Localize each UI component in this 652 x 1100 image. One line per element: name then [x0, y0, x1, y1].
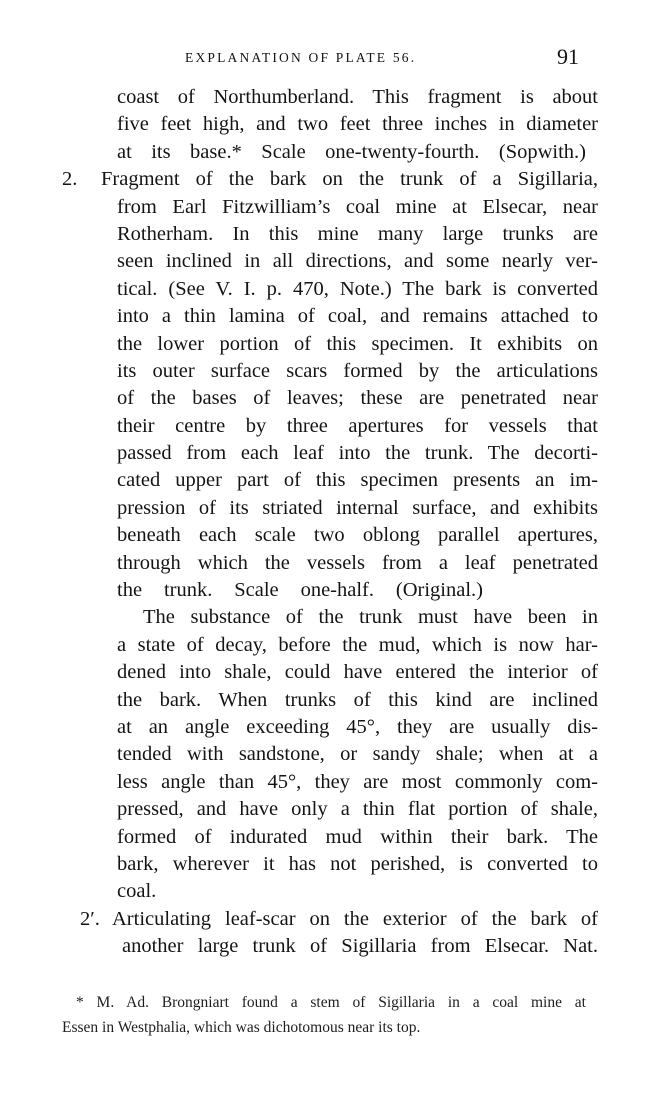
item-number: 2′.: [80, 907, 100, 930]
text-line: beneath each scale two oblong parallel apertures,: [117, 524, 598, 547]
text-line: five feet high, and two feet three inches in diameter: [117, 113, 598, 136]
text-line: into a thin lamina of coal, and remains attached to: [117, 305, 598, 328]
text-line: formed of indurated mud within their bark. The: [117, 825, 598, 848]
text-line: another large trunk of Sigillaria from Elsecar. Nat.: [122, 935, 598, 958]
running-head-title: EXPLANATION OF PLATE 56.: [185, 50, 417, 65]
running-head: [0, 46, 652, 76]
body-text: [62, 84, 602, 961]
text-line: the bark. When trunks of this kind are inclined: [117, 688, 598, 711]
text-line: their centre by three apertures for vessels that: [117, 414, 598, 437]
page-number: 91: [557, 44, 579, 69]
text-line: a state of decay, before the mud, which is now har-: [117, 633, 598, 656]
text-line: pression of its striated internal surface, and exhibits: [117, 496, 598, 519]
item-number: 2.: [62, 168, 78, 191]
text-line: the lower portion of this specimen. It exhibits on: [117, 332, 598, 355]
text-line: less angle than 45°, they are most commonly com-: [117, 770, 598, 793]
text-line: coast of Northumberland. This fragment is about: [117, 86, 598, 108]
text-line: seen inclined in all directions, and some nearly ver-: [117, 250, 598, 273]
footnote-line: * M. Ad. Brongniart found a stem of Sigillaria in a coal mine at: [76, 994, 586, 1011]
text-line: pressed, and have only a thin flat portion of shale,: [117, 798, 598, 821]
text-line: coal.: [117, 880, 157, 903]
text-line: The substance of the trunk must have been in: [143, 606, 598, 629]
text-line: bark, wherever it has not perished, is converted to: [117, 852, 598, 875]
footnote-line: Essen in Westphalia, which was dichotomous near its top.: [62, 1019, 421, 1036]
text-line: Rotherham. In this mine many large trunks are: [117, 222, 598, 245]
text-line: its outer surface scars formed by the articulations: [117, 359, 598, 382]
text-line: tended with sandstone, or sandy shale; when at a: [117, 743, 598, 766]
text-line: passed from each leaf into the trunk. The decorti-: [117, 442, 598, 465]
text-line: at an angle exceeding 45°, they are usually dis-: [117, 715, 598, 738]
text-line: cated upper part of this specimen presents an im-: [117, 469, 598, 492]
text-line: tical. (See V. I. p. 470, Note.) The bark is converted: [117, 277, 598, 300]
text-line: the trunk. Scale one-half. (Original.): [117, 579, 483, 602]
text-line: of the bases of leaves; these are penetrated near: [117, 387, 598, 410]
footnote: [62, 990, 592, 1040]
list-item-2: 2. Fragment of the bark on the trunk of a Sigillaria,: [62, 166, 602, 193]
text-line: from Earl Fitzwilliam’s coal mine at Elsecar, near: [117, 195, 598, 218]
text-line: at its base.* Scale one-twenty-fourth. (Sopwith.): [117, 140, 586, 163]
text-line: through which the vessels from a leaf penetrated: [117, 551, 598, 574]
list-item-2prime: 2′. Articulating leaf-scar on the exterior of the bark of: [62, 906, 602, 933]
text-line: dened into shale, could have entered the interior of: [117, 661, 598, 684]
